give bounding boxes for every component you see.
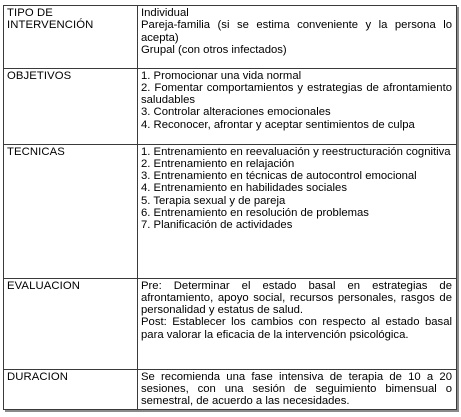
intervention-table-frame	[3, 5, 457, 410]
content-line: Individual	[141, 7, 189, 19]
content-line: Pareja-familia (si se estima conveniente y la persona lo acepta)	[141, 19, 452, 44]
row-label: OBJETIVOS	[7, 69, 72, 82]
row-label-cell	[4, 369, 138, 409]
row-label: TECNICAS	[7, 145, 65, 158]
content-line: 3. Controlar alteraciones emocionales	[141, 106, 331, 119]
intervention-table	[4, 6, 456, 409]
row-content-cell	[138, 369, 457, 409]
row-label-cell	[4, 144, 138, 278]
table-row	[4, 278, 456, 369]
content-line: 6. Entrenamiento en resolución de problemas	[141, 206, 369, 219]
content-line: Se recomienda una fase intensiva de terapia de 10 a 20 sesiones, con una sesión de seguimiento bimensual o semestral, de acuerdo a las necesidades.	[141, 370, 452, 408]
table-row	[4, 144, 456, 278]
content-line: 4. Entrenamiento en habilidades sociales	[141, 182, 347, 195]
content-line: Grupal (con otros infectados)	[141, 43, 287, 56]
table-row	[4, 68, 456, 144]
table-row	[4, 369, 456, 409]
content-line: Pre: Determinar el estado basal en estrategias de afrontamiento, apoyo social, recursos personales, rasgos de personalidad y estatus de salud.	[141, 279, 452, 317]
row-label: TIPO DE INTERVENCIÓN	[7, 7, 94, 32]
content-line: 2. Entrenamiento en relajación	[141, 157, 295, 170]
row-content-cell	[138, 278, 457, 369]
content-line: 4. Reconocer, afrontar y aceptar sentimientos de culpa	[141, 118, 415, 131]
row-label: EVALUACION	[7, 279, 80, 292]
content-line: 1. Promocionar una vida normal	[141, 69, 302, 82]
row-label-cell	[4, 68, 138, 144]
content-line: Post: Establecer los cambios con respecto al estado basal para valorar la eficacia de la intervención psicológica.	[141, 316, 452, 341]
table-row	[4, 6, 456, 68]
content-line: 3. Entrenamiento en técnicas de autocontrol emocional	[141, 170, 417, 183]
row-content-cell	[138, 68, 457, 144]
content-line: 2. Fomentar comportamientos y estrategias de afrontamiento saludables	[141, 81, 452, 107]
content-line: 5. Terapia sexual y de pareja	[141, 194, 286, 207]
content-line: 7. Planificación de actividades	[141, 219, 293, 232]
row-label-cell	[4, 278, 138, 369]
row-label-cell	[4, 6, 138, 68]
content-line: 1. Entrenamiento en reevaluación y reestructuración cognitiva	[141, 145, 451, 158]
row-content-cell	[138, 6, 457, 68]
row-content-cell	[138, 144, 457, 278]
row-label: DURACION	[7, 370, 69, 383]
